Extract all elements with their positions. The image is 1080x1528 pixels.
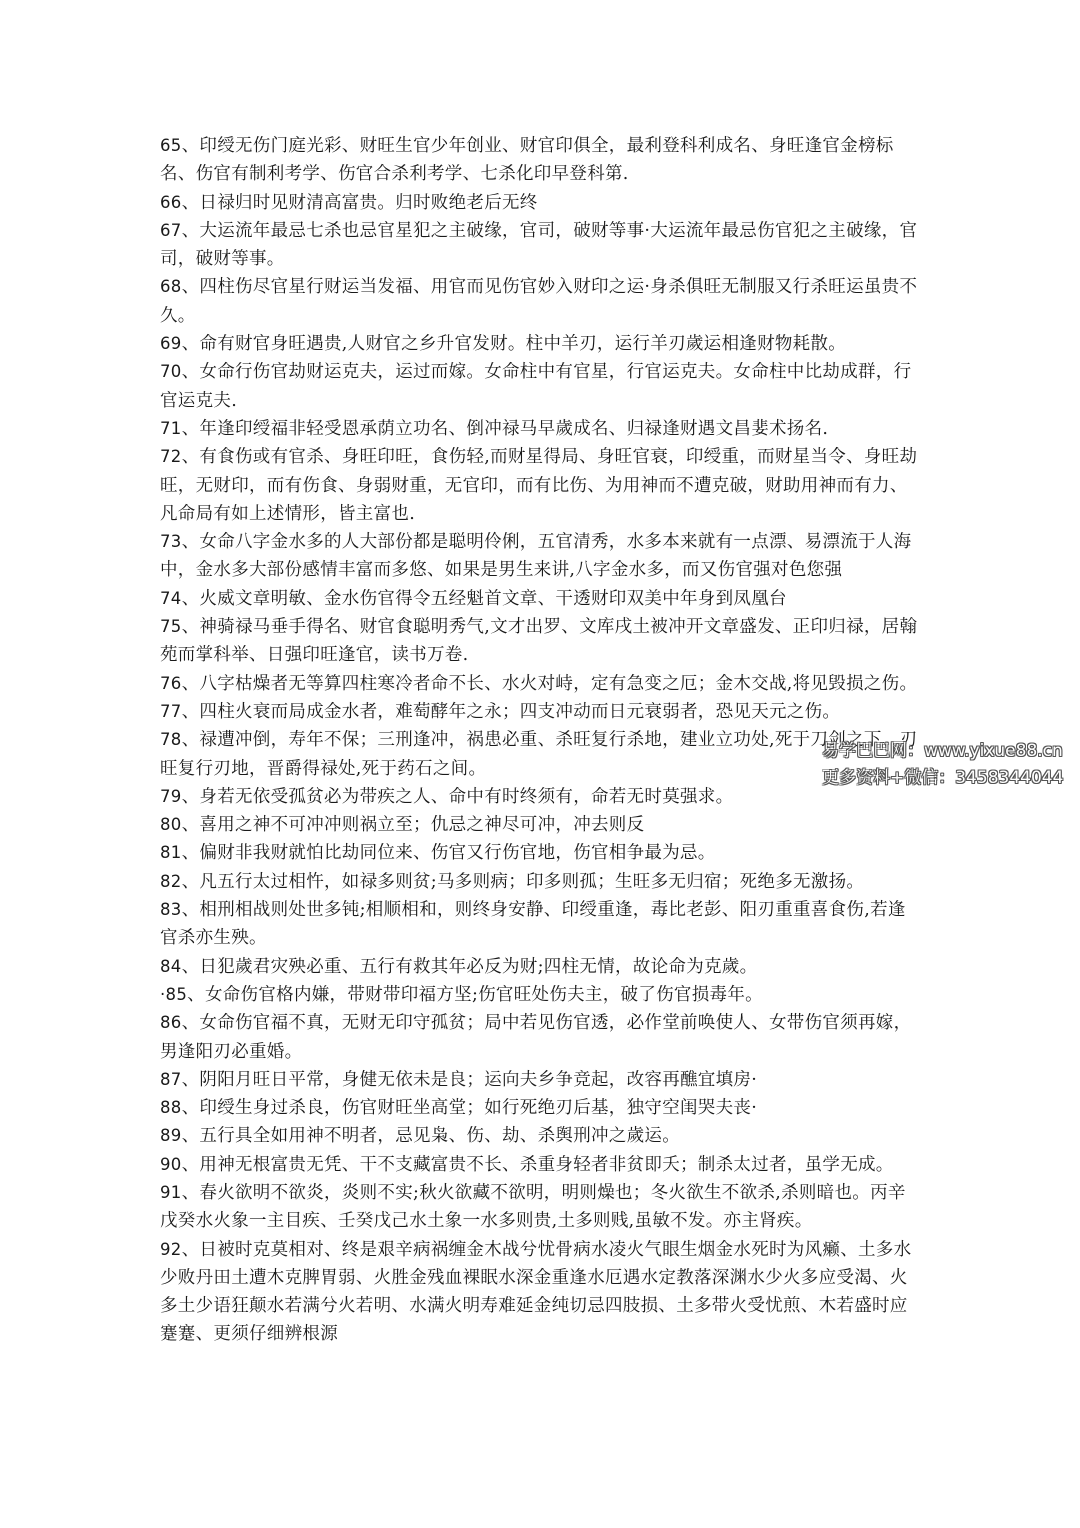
entry-item — [160, 189, 920, 217]
watermark-site: 易学巴巴网：www.yixue88.cn — [822, 741, 1063, 761]
entry-text: 、八字枯燥者无等算四柱寒冷者命不长、水火对峙，定有急变之厄；金木交战,将见毁损之伤。 — [181, 673, 918, 694]
entry-item — [160, 273, 920, 330]
entry-text: 、女命行伤官劫财运克夫，运过而嫁。女命柱中有官星，行官运克夫。女命柱中比劫成群，行官运克夫. — [160, 362, 912, 411]
entry-text: 、凡五行太过相忤，如禄多则贫;马多则病；印多则孤；生旺多无归宿；死绝多无激扬。 — [181, 871, 865, 892]
entry-text: 、年逢印绶福非轻受恩承荫立功名、倒冲禄马早歲成名、归禄逢财遇文昌婓术扬名. — [181, 418, 829, 439]
entry-text: 、女命八字金水多的人大部份都是聪明伶俐，五官清秀，水多本来就有一点漂、易漂流于人海中，金水多大部份感情丰富而多悠、如果是男生来讲,八字金水多，而又伤官强对色您强 — [160, 532, 912, 581]
entry-number: 89 — [160, 1126, 182, 1146]
entry-text: 、命有财官身旺遇贵,人财官之乡升官发财。柱中羊刃，运行羊刃歲运相逢财物耗散。 — [181, 334, 847, 355]
entry-number: 73 — [160, 532, 182, 552]
entry-item — [160, 1122, 920, 1150]
entry-text: 、火威文章明敏、金水伤官得令五经魁首文章、干透财印双美中年身到凤凰台 — [181, 588, 787, 609]
entry-text: 、神骑禄马垂手得名、财官食聪明秀气,文才出罗、文库戌土被冲开文章盛发、正印归禄，居翰苑而掌科举、日强印旺逢官，读书万卷. — [160, 617, 918, 666]
entry-item — [160, 670, 920, 698]
entry-item — [160, 783, 920, 811]
entry-text: 、有食伤或有官杀、身旺印旺，食伤轻,而财星得局、身旺官衰，印绶重，而财星当令、身旺劫旺，无财印，而有伤食、身弱财重，无官印，而有比伤、为用神而不遭克破，财助用神而有力、凡命局有如上述情形，皆主富也. — [160, 447, 918, 524]
entry-item — [160, 1094, 920, 1122]
entry-text: 、日犯歲君灾殃必重、五行有救其年必反为财;四柱无情，故论命为克歲。 — [181, 956, 758, 977]
entry-text: 、偏财非我财就怕比劫同位来、伤官又行伤官地，伤官相争最为忌。 — [181, 843, 716, 864]
entry-number: 75 — [160, 617, 182, 637]
entry-text: 、喜用之神不可冲冲则祸立至；仇忌之神尽可冲，冲去则反 — [181, 815, 645, 836]
entry-number: 66 — [160, 192, 182, 212]
entry-item — [160, 726, 920, 783]
entry-number: 74 — [160, 588, 182, 608]
entry-text: 、日禄归时见财清高富贵。归时败绝老后无终 — [181, 192, 538, 213]
entry-text: 、大运流年最忌七杀也忌官星犯之主破缘，官司，破财等事·大运流年最忌伤官犯之主破缘，官司，破财等事。 — [160, 220, 918, 270]
entry-number: 67 — [160, 220, 182, 240]
entry-item — [160, 415, 920, 443]
entry-item — [160, 896, 920, 953]
entry-item — [160, 132, 920, 189]
entry-text: 、禄遭冲倒，寿年不保；三刑逢冲，祸患必重、杀旺复行杀地，建业立功处,死于刀剑之下、刃旺复行刃地，晋爵得禄处,死于药石之间。 — [160, 730, 918, 779]
entry-text: 、五行具全如用神不明者，忌见枭、伤、劫、杀舆刑冲之歲运。 — [181, 1126, 681, 1147]
entry-text: 、女命伤官福不真，无财无印守孤贫；局中若见伤官透，必作堂前唤使人、女带伤官须再嫁，男逢阳刃必重婚。 — [160, 1013, 912, 1062]
entry-text: 、相刑相战则处世多钝;相顺相和，则终身安静、印绶重逢，毒比老彭、阳刃重重喜食伤,若逢官杀亦生殃。 — [160, 900, 906, 949]
watermark-contact: 更多资料+微信：3458344044 — [822, 768, 1064, 788]
entry-item — [160, 1066, 920, 1094]
entry-number: 91 — [160, 1182, 182, 1202]
entry-number: 79 — [160, 786, 182, 806]
entry-item — [160, 613, 920, 670]
entry-item — [160, 981, 920, 1009]
entry-text: 、春火欲明不欲炎，炎则不实;秋火欲藏不欲明，明则燥也；冬火欲生不欲杀,杀则暗也。丙辛戊癸水火象一主目疾、壬癸戊己水土象一水多则贵,土多则贱,虽敏不发。亦主肾疾。 — [160, 1182, 906, 1232]
entry-text: 、四柱伤尽官星行财运当发福、用官而见伤官妙入财印之运·身杀俱旺无制服又行杀旺运虽贵不久。 — [160, 277, 918, 326]
entry-number: 68 — [160, 277, 182, 297]
entry-text: 、四柱火衰而局成金水者，难萄酵年之永；四支冲动而日元衰弱者，恐见天元之伤。 — [181, 701, 841, 722]
entry-item — [160, 217, 920, 274]
entry-number: 88 — [160, 1098, 182, 1118]
entry-text: 、印绶无伤门庭光彩、财旺生官少年创业、财官印俱全，最利登科利成名、身旺逢官金榜标名、伤官有制利考学、伤官合杀利考学、七杀化印早登科第. — [160, 136, 894, 185]
entry-item — [160, 358, 920, 415]
entry-number: 72 — [160, 447, 182, 467]
entry-item — [160, 811, 920, 839]
entry-item — [160, 953, 920, 981]
entry-item — [160, 868, 920, 896]
entry-number: 69 — [160, 334, 182, 354]
entry-number: 65 — [160, 136, 182, 155]
watermark — [822, 738, 1063, 792]
entry-number: ·85 — [160, 984, 188, 1004]
entry-number: 87 — [160, 1069, 182, 1089]
entry-number: 86 — [160, 1013, 182, 1033]
entry-number: 78 — [160, 730, 182, 750]
entry-number: 90 — [160, 1154, 182, 1174]
entry-number: 71 — [160, 418, 182, 438]
entry-item — [160, 1236, 920, 1349]
entry-item — [160, 698, 920, 726]
entry-number: 83 — [160, 900, 182, 920]
entry-item — [160, 1009, 920, 1066]
entry-item — [160, 528, 920, 585]
entry-text: 、女命伤官格内嫌，带财带印福方坚;伤官旺处伤夫主，破了伤官损毒年。 — [187, 984, 763, 1005]
entry-text: 、身若无依受孤贫必为带疾之人、命中有时终须有，命若无时莫强求。 — [181, 786, 734, 807]
entry-number: 80 — [160, 815, 182, 835]
entry-item — [160, 330, 920, 358]
entry-item — [160, 443, 920, 528]
entry-number: 70 — [160, 362, 182, 382]
entry-text: 、印绶生身过杀良，伤官财旺坐高堂；如行死绝刃后基，独守空闺哭夫丧· — [181, 1098, 758, 1119]
document-body — [160, 132, 920, 1349]
entry-item — [160, 839, 920, 867]
entry-number: 81 — [160, 843, 182, 863]
entry-number: 82 — [160, 871, 182, 891]
entry-text: 、阴阳月旺日平常，身健无依未是良；运向夫乡争竞起，改容再醮宜填房· — [181, 1069, 758, 1090]
entry-number: 92 — [160, 1239, 182, 1259]
entry-number: 76 — [160, 673, 182, 693]
entry-item — [160, 1151, 920, 1179]
entry-number: 84 — [160, 956, 182, 976]
entry-text: 、用神无根富贵无凭、干不支藏富贵不长、杀重身轻者非贫即夭；制杀太过者，虽学无成。 — [181, 1154, 894, 1175]
entry-item — [160, 585, 920, 613]
entry-number: 77 — [160, 701, 182, 721]
entry-text: 、日被时克莫相对、终是艰辛病祸缠金木战兮忧骨病水凌火气眼生烟金水死时为风癞、土多水少败丹田土遭木克脾胃弱、火胜金残血裸眠水深金重逢水厄遇水定教落深渊水少火多应受渴、火多土少语狂颠水若满兮火若明、水满火明寿难延金纯切忌四肢损、土多带火受忧煎、木若盛时应蹇蹇、更须仔细辨根源 — [160, 1239, 912, 1345]
entry-item — [160, 1179, 920, 1236]
